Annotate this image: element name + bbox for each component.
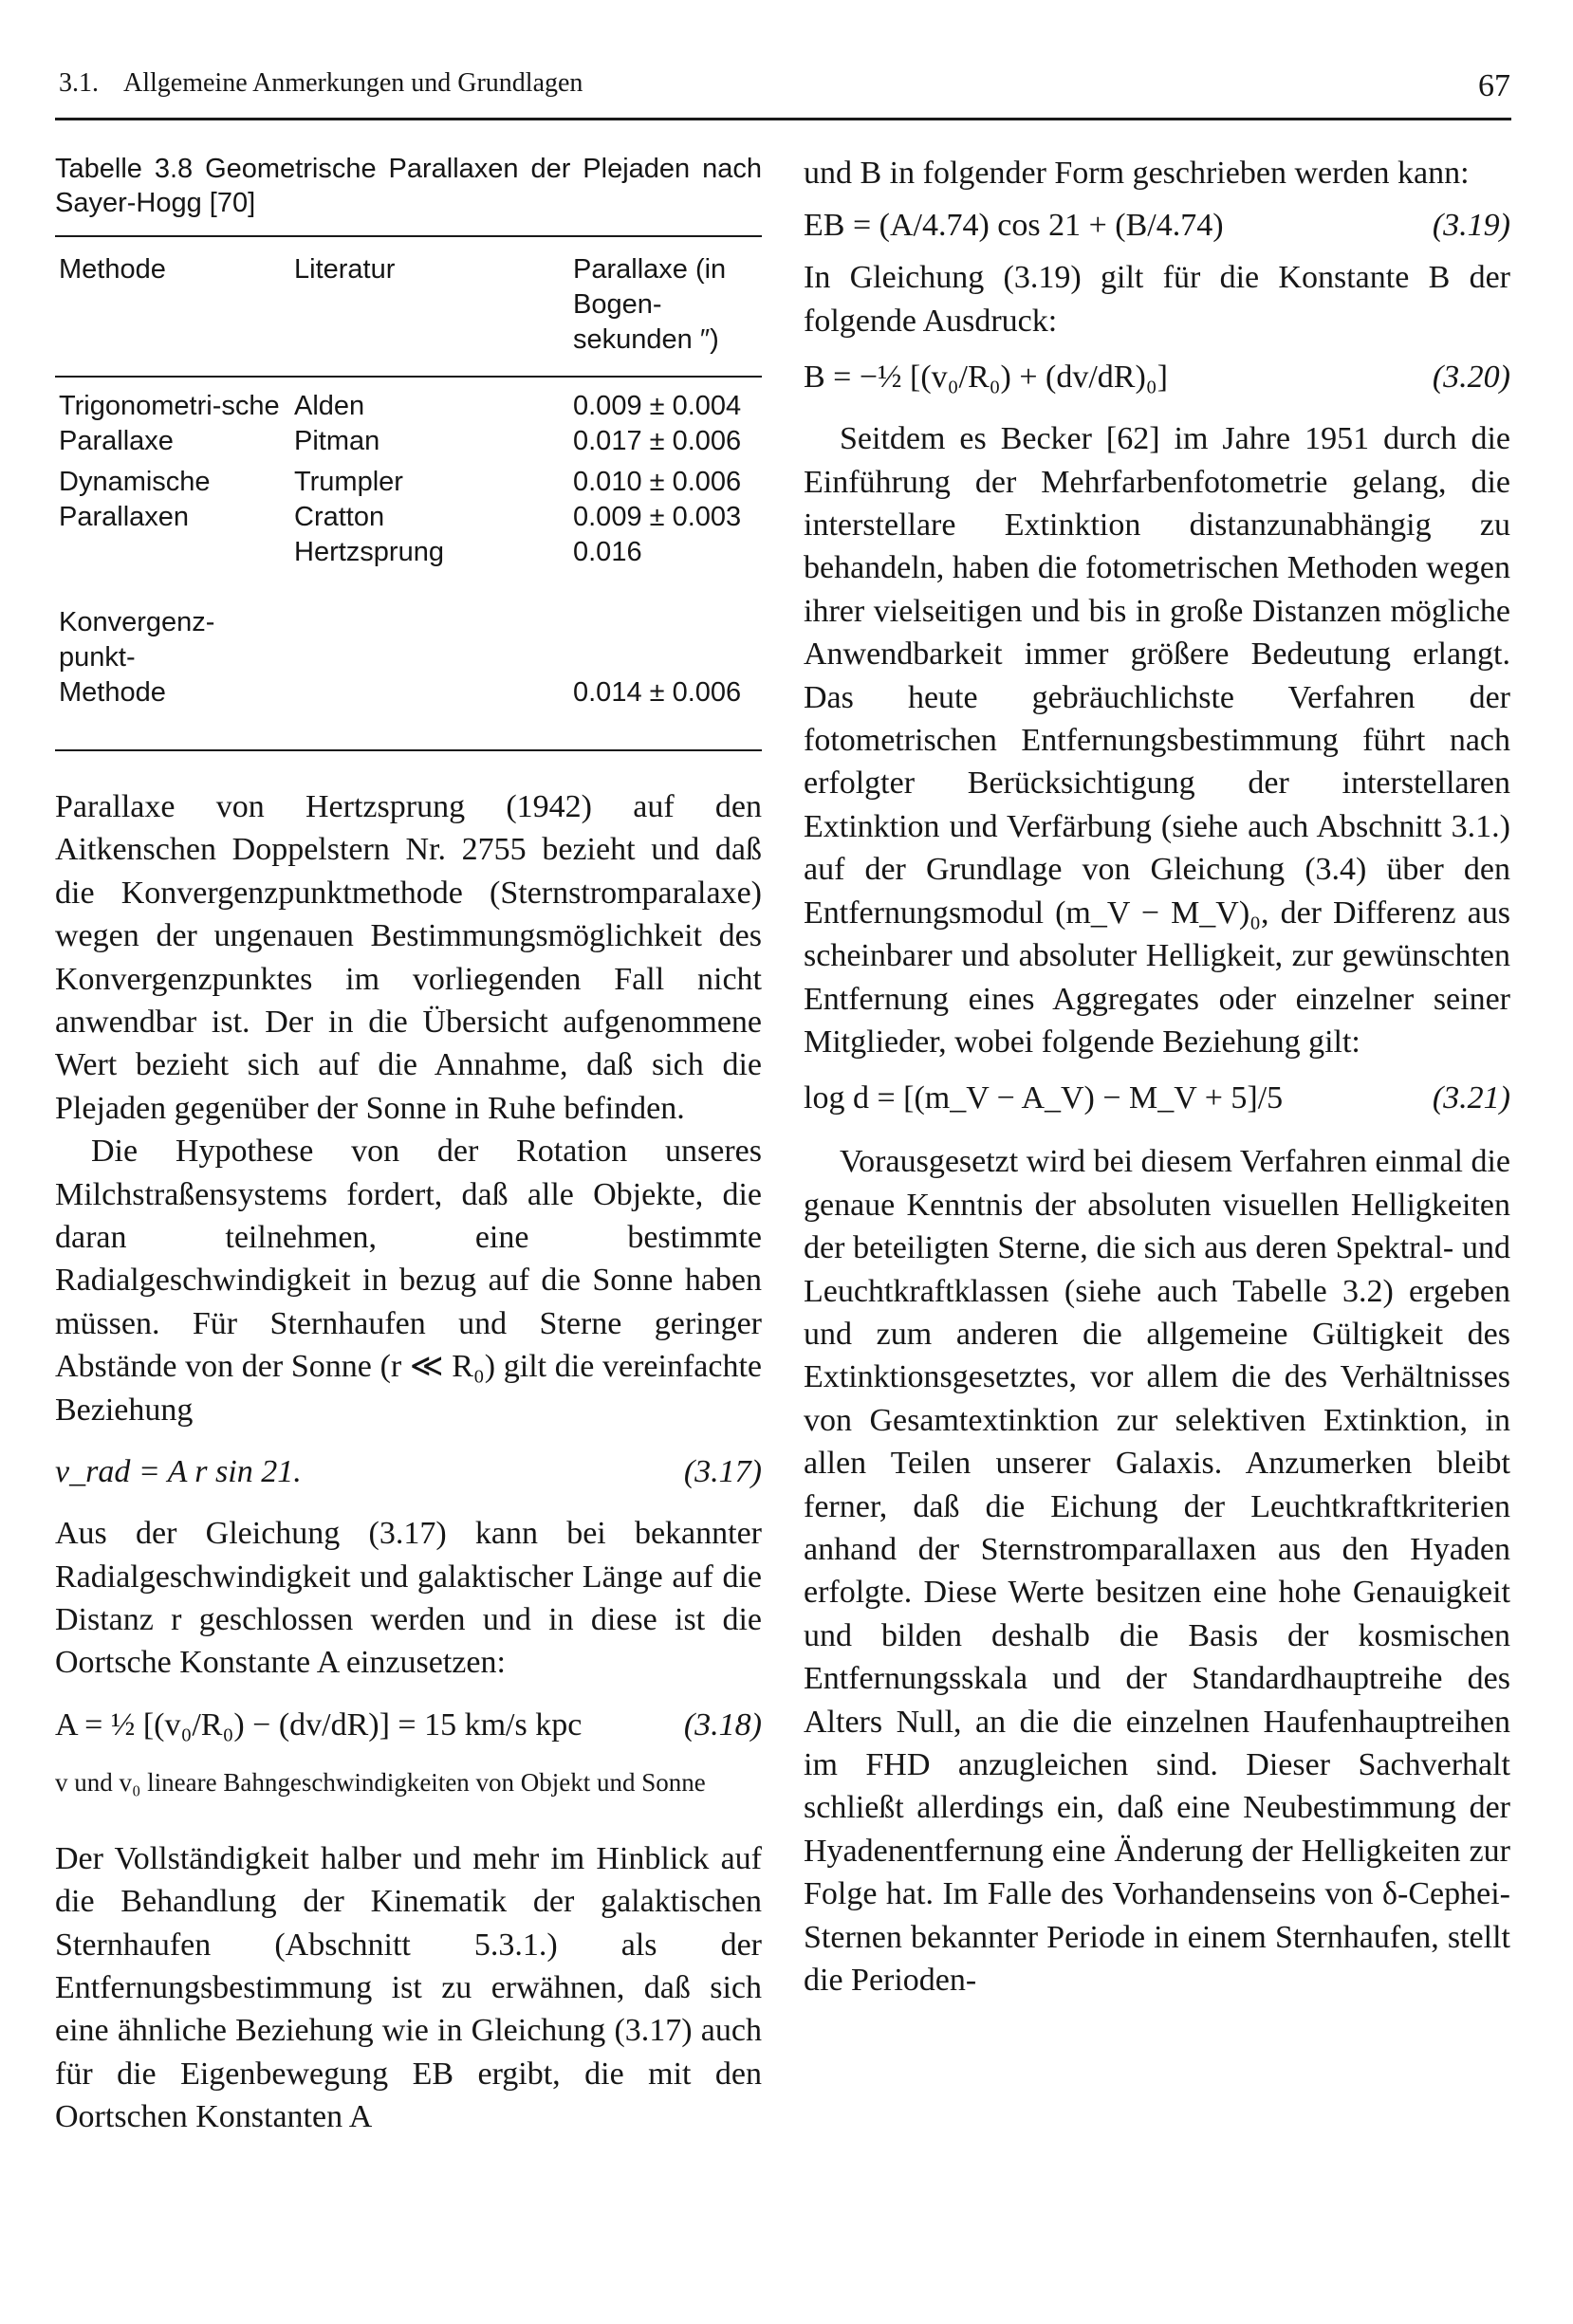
table-caption: Tabelle 3.8 Geometrische Parallaxen der Plejaden nach Sayer-Hogg [70] — [55, 154, 762, 218]
equation-body: v_rad = A r sin 21. — [55, 1454, 302, 1490]
cell-source: Cratton — [294, 502, 385, 532]
equation-3-18 — [55, 1704, 762, 1746]
equation-number: (3.17) — [683, 1454, 762, 1490]
equation-body: B = −½ [(v₀/R₀) + (dv/dR)₀] — [804, 360, 1168, 396]
page-number: 67 — [1478, 68, 1510, 103]
equation-3-20 — [804, 356, 1510, 398]
running-header — [59, 68, 1510, 118]
table-bottom-rule — [55, 749, 762, 751]
right-column — [804, 152, 1510, 2296]
cell-source: Hertzsprung — [294, 537, 444, 567]
parallax-table — [55, 252, 762, 751]
equation-number: (3.21) — [1432, 1080, 1510, 1116]
table-top-rule — [55, 235, 762, 237]
col-header-method: Methode — [59, 254, 166, 285]
cell-value: 0.009 ± 0.004 — [573, 391, 742, 421]
paragraph: Aus der Gleichung (3.17) kann bei bekannter Radialgeschwindigkeit und galaktischer Länge auf die Distanz r geschlossen werden und in diese ist die Oortsche Konstante A einzusetzen: — [55, 1516, 762, 1681]
left-column — [55, 152, 762, 2296]
cell-value: 0.010 ± 0.006 — [573, 467, 742, 497]
equation-body: EB = (A/4.74) cos 21 + (B/4.74) — [804, 208, 1224, 244]
paragraph: und B in folgender Form geschrieben werden kann: — [804, 156, 1470, 191]
cell-value: 0.014 ± 0.006 — [573, 677, 742, 708]
equation-body: A = ½ [(v₀/R₀) − (dv/dR)] = 15 km/s kpc — [55, 1706, 583, 1743]
cell-method: Dynamische Parallaxen — [59, 467, 211, 532]
running-header-left — [59, 68, 583, 99]
paragraph: Seitdem es Becker [62] im Jahre 1951 durch die Einführung der Mehrfarbenfotometrie gelang, die interstellare Extinktion distanzunabhängig zu behandeln, haben die fotometrischen Methoden wegen ihrer vielseitigen und bis in große Distanzen mögliche Anwendbarkeit immer größere Bedeutung erlangt. Das heute gebräuchlichste Verfahren der fotometrischen Entfernungsbestimmung führt nach erfolgter Berücksichtigung der interstellaren Extinktion und Verfärbung (siehe auch Abschnitt 3.1.) auf der Grundlage von Gleichung (3.4) über den Entfernungsmodul (m_V − M_V)₀, der Differenz aus scheinbarer und absoluter Helligkeit, zur gewünschten Entfernung eines Aggregates oder einzelner seiner Mitglieder, wobei folgende Beziehung gilt: — [804, 421, 1510, 1060]
equation-note: v und v₀ lineare Bahngeschwindigkeiten von Objekt und Sonne — [55, 1767, 706, 1797]
equation-number: (3.18) — [683, 1706, 762, 1743]
table-body — [55, 389, 762, 749]
paragraph: Vorausgesetzt wird bei diesem Verfahren einmal die genaue Kenntnis der absoluten visuellen Helligkeiten der beteiligten Sterne, die sich aus deren Spektral- und Leuchtkraftklassen (siehe auch Tabelle 3.2) ergeben und zum anderen die allgemeine Gültigkeit des Extinktionsgesetztes, vor allem die des Verhältnisses von Gesamtextinktion zur selektiven Extinktion, in allen Teilen unserer Galaxis. Anzumerken bleibt ferner, daß die Eichung der Leuchtkraftkriterien anhand der Sternstromparallaxen aus den Hyaden erfolgte. Diese Werte besitzen eine hohe Genauigkeit und bilden deshalb die Basis der kosmischen Entfernungsskala und der Standardhauptreihe des Alters Null, an die die einzelnen Haufenhauptreihen im FHD anzugleichen sind. Dieser Sachverhalt schließt allerdings ein, daß eine Neubestimmung der Hyadenentfernung eine Änderung der Helligkeiten zur Folge hat. Im Falle des Vorhandenseins von δ-Cephei-Sternen bekannter Periode in einem Sternhaufen, stellt die Perioden- — [804, 1144, 1510, 1999]
cell-value: 0.017 ± 0.006 — [573, 426, 742, 456]
cell-value: 0.009 ± 0.003 — [573, 502, 742, 532]
equation-3-21 — [804, 1077, 1510, 1119]
cell-value: 0.016 — [573, 537, 642, 567]
section-title: Allgemeine Anmerkungen und Grundlagen — [123, 68, 583, 98]
cell-source: Alden — [294, 391, 365, 421]
section-number: 3.1. — [59, 68, 99, 98]
cell-source: Pitman — [294, 426, 380, 456]
equation-number: (3.19) — [1432, 208, 1510, 244]
cell-method: Konvergenz-punkt-Methode — [59, 607, 215, 708]
equation-3-19 — [804, 204, 1510, 247]
paragraph: Der Vollständigkeit halber und mehr im Hinblick auf die Behandlung der Kinematik der galaktischen Sternhaufen (Abschnitt 5.3.1.) als der Entfernungsbestimmung ist zu erwähnen, daß sich eine ähnliche Beziehung wie in Gleichung (3.17) auch für die Eigenbewegung EB ergibt, die mit den Oortschen Konstanten A — [55, 1840, 762, 2135]
header-rule — [55, 118, 1511, 120]
equation-3-17 — [55, 1450, 762, 1493]
paragraph: Die Hypothese von der Rotation unseres Milchstraßensystems fordert, daß alle Objekte, die daran teilnehmen, eine bestimmte Radialgeschwindigkeit in bezug auf die Sonne haben müssen. Für Sternhaufen und Sterne geringer Abstände von der Sonne (r ≪ R₀) gilt die vereinfachte Beziehung — [55, 1134, 762, 1428]
table-header-rule — [55, 376, 762, 378]
paragraph: Parallaxe von Hertzsprung (1942) auf den Aitkenschen Doppelstern Nr. 2755 bezieht und daß die Konvergenzpunktmethode (Sternstromparalaxe) wegen der ungenauen Bestimmungsmöglichkeit des Konvergenzpunktes im vorliegenden Fall nicht anwendbar ist. Der in die Übersicht aufgenommene Wert bezieht sich auf die Annahme, daß sich die Plejaden gegenüber der Sonne in Ruhe befinden. — [55, 789, 762, 1126]
table-header — [55, 252, 762, 376]
paragraph: In Gleichung (3.19) gilt für die Konstante B der folgende Ausdruck: — [804, 260, 1510, 339]
equation-number: (3.20) — [1432, 360, 1510, 396]
cell-method: Trigonometri-sche Parallaxe — [59, 391, 280, 456]
col-header-literature: Literatur — [294, 254, 396, 285]
col-header-parallax: Parallaxe (in Bogen-sekunden ″) — [573, 254, 727, 355]
equation-body: log d = [(m_V − A_V) − M_V + 5]/5 — [804, 1080, 1284, 1116]
cell-source: Trumpler — [294, 467, 403, 497]
